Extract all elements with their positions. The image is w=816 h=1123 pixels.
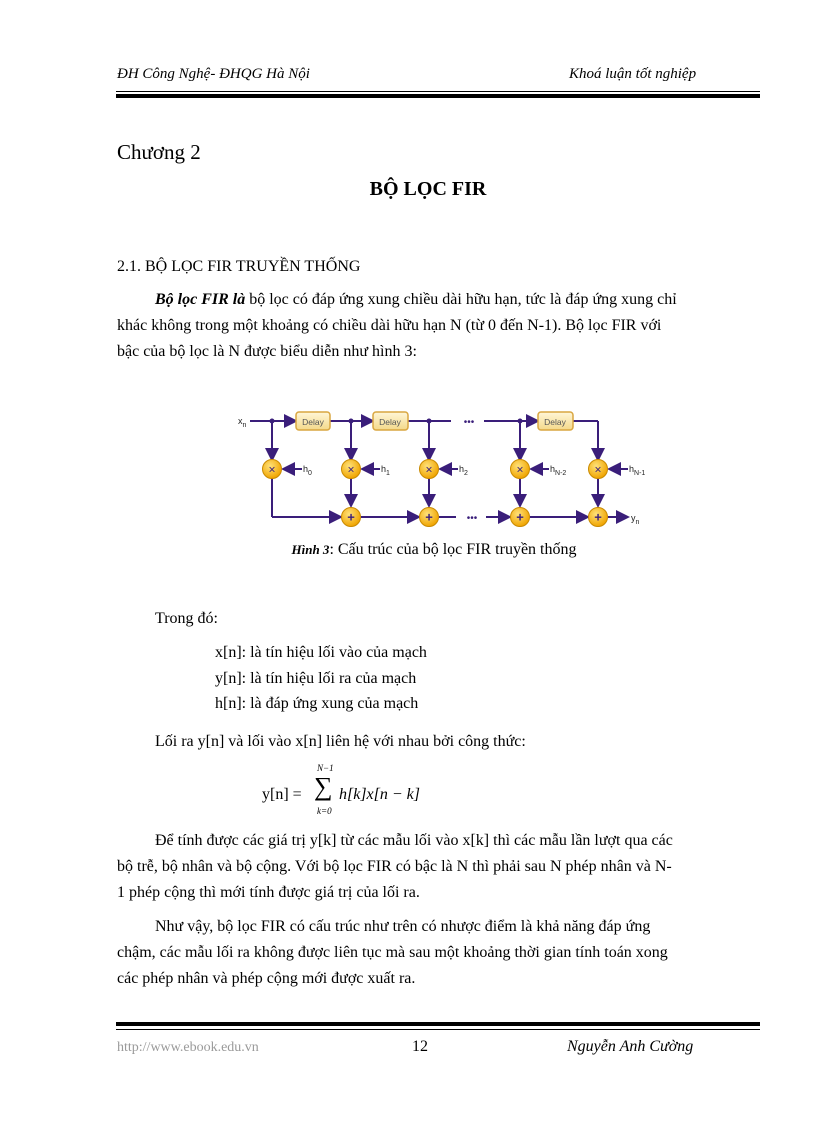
fir-structure-diagram [236,404,646,534]
page-number: 12 [412,1038,428,1055]
footer-rule-thin [116,1029,760,1030]
paragraph-computation: Để tính được các giá trị y[k] từ các mẫu lối vào x[k] thì các mẫu lần lượt qua các bộ trễ, bộ nhân và bộ cộng. Với bộ lọc FIR có bậc là N thì phải sau N phép nhân và N- 1 phép cộng thì mới tính được giá trị của lối ra. [117,832,673,901]
ellipsis-top: ••• [463,417,475,428]
coef-label: $h_{N-2}$ [550,464,567,477]
svg-text:×: × [594,462,602,477]
delay-block [538,412,573,430]
svg-text:×: × [347,462,355,477]
definition-item: y[n]: là tín hiệu lối ra của mạch [215,670,417,687]
svg-text:+: + [516,509,524,525]
svg-text:+: + [347,509,355,525]
section-heading: 2.1. BỘ LỌC FIR TRUYỀN THỐNG [117,258,361,275]
svg-text:+: + [594,509,602,525]
paragraph-definition: Bộ lọc FIR là bộ lọc có đáp ứng xung chiều dài hữu hạn, tức là đáp ứng xung chỉ khác không trong một khoảng có chiều dài hữu hạn N (từ 0 đến N-1). Bộ lọc FIR với bậc của bộ lọc là N được biểu diễn như hình 3: [117,291,677,360]
adder-node [589,508,608,527]
coef-label: $h_{N-1}$ [629,464,646,477]
where-label: Trong đó: [155,610,218,627]
definition-item: x[n]: là tín hiệu lối vào của mạch [215,644,427,661]
definition-item: h[n]: là đáp ứng xung của mạch [215,695,419,712]
svg-text:+: + [425,509,433,525]
multiplier-node [511,460,530,479]
coef-label: $h_0$ [303,464,312,477]
svg-text:Delay: Delay [379,417,401,427]
term-bold: Bộ lọc FIR là [155,291,246,308]
header-right: Khoá luận tốt nghiệp [569,66,697,82]
page-title: BỘ LỌC FIR [369,178,487,200]
ellipsis-bottom: ••• [466,513,478,524]
footer-author: Nguyễn Anh Cường [567,1038,694,1055]
chapter-heading: Chương 2 [117,140,201,164]
formula: y[n] = N−1 ∑ k=0 h[k]x[n − k] [262,763,421,816]
header-rule-thin [116,91,760,92]
coef-label: $h_2$ [459,464,468,477]
figure-caption: Hình 3: Cấu trúc của bộ lọc FIR truyền thống [291,541,577,558]
svg-text:×: × [516,462,524,477]
header-rule-thick [116,94,760,98]
svg-text:Delay: Delay [302,417,324,427]
multiplier-node [342,460,361,479]
paragraph-drawback: Như vậy, bộ lọc FIR có cấu trúc như trên có nhược điểm là khả năng đáp ứng chậm, các mẫu lối ra không được liên tục mà sau một khoảng thời gian tính toán xong các phép nhân và phép cộng mới được xuất ra. [117,918,668,987]
multiplier-node [263,460,282,479]
svg-text:Delay: Delay [544,417,566,427]
multiplier-node [589,460,608,479]
input-label: $x_n$ [238,416,247,429]
relation-text: Lối ra y[n] và lối vào x[n] liên hệ với nhau bởi công thức: [155,733,526,750]
multiplier-node [420,460,439,479]
svg-text:×: × [268,462,276,477]
svg-text:×: × [425,462,433,477]
coef-label: $h_1$ [381,464,390,477]
delay-block [296,412,330,430]
output-label: $y_n$ [631,513,640,526]
adder-node [420,508,439,527]
footer-rule-thick [116,1022,760,1026]
adder-node [511,508,530,527]
footer-url[interactable]: http://www.ebook.edu.vn [117,1040,259,1055]
adder-node [342,508,361,527]
header-left: ĐH Công Nghệ- ĐHQG Hà Nội [117,66,310,82]
delay-block [373,412,408,430]
